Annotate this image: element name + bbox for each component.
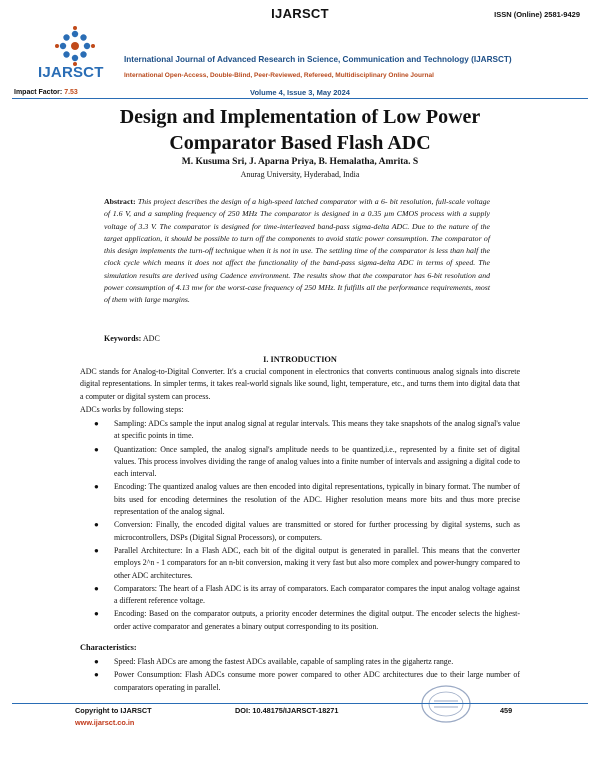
bullet-icon: ● xyxy=(94,609,99,619)
list-item-text: Encoding: The quantized analog values are then encoded into digital representations, typically in binary format. The number of bits used for encoding determines the resolution of the ADC. Higher resolution means more bits and thus more precise representation of the analog signal. xyxy=(114,482,520,517)
impact-value: 7.53 xyxy=(64,89,78,96)
list-item-text: Sampling: ADCs sample the input analog signal at regular intervals. This means they take snapshots of the analog signal's value at specific points in time. xyxy=(114,419,520,441)
list-item-text: Quantization: Once sampled, the analog signal's amplitude needs to be quantized,i.e., represented by a finite set of digital values. This process involves dividing the range of analog values into a finite number of intervals and assigning a digital code to each interval. xyxy=(114,444,520,479)
list-item xyxy=(80,481,520,518)
keywords xyxy=(104,334,160,343)
list-item-text: Speed: Flash ADCs are among the fastest ADCs available, capable of sampling rates in the gigahertz range. xyxy=(114,657,454,666)
steps-list xyxy=(80,418,520,634)
copyright: Copyright to IJARSCT xyxy=(75,706,152,715)
abstract-text: This project describes the design of a high-speed latched comparator with a 6- bit resolution, full-scale voltage of 1.6 V, and a sampling frequency of 250 MHz The comparator is designed in a 0.35 µm CMOS process with a supply voltage of 3.3 V. The comparator is designed for time-interleaved band-pass sigma-delta ADC. Due to the nature of the target application, it should be possible to turn off the components to avoid static power consumption. The comparator of this design implements the turn-off technique when it is not in use. The settling time of the comparator is less than half the clock cycle which means it does not affect the functionality of the band-pass sigma-delta ADC in terms of speed. The simulation results are derived using Cadence environment. The results show that the comparator has 6-bit resolution and power consumption of 4.13 mw for the worst-case frequency of 250 MHz. It fulfills all the performance requirements, most of them with large margins. xyxy=(104,197,490,305)
list-item xyxy=(80,444,520,481)
list-item xyxy=(80,583,520,608)
footer-divider xyxy=(12,703,588,704)
title-line-1: Design and Implementation of Low Power xyxy=(119,106,481,128)
title-line-2: Comparator Based Flash ADC xyxy=(169,132,431,154)
bullet-icon: ● xyxy=(94,670,99,680)
journal-subtitle: International Open-Access, Double-Blind, Peer-Reviewed, Refereed, Multidisciplinary Online Journal xyxy=(124,72,434,79)
list-item-text: Encoding: Based on the comparator outputs, a priority encoder determines the digital output. The encoder selects the highest-order active comparator and generates a binary output corresponding to its position. xyxy=(114,609,520,631)
list-item-text: Conversion: Finally, the encoded digital values are transmitted or stored for further processing by digital systems, such as microcontrollers, DSPs (Digital Signal Processors), or computers. xyxy=(114,520,520,542)
section-heading-introduction: I. INTRODUCTION xyxy=(263,355,337,364)
keywords-label: Keywords: xyxy=(104,334,142,343)
bullet-icon: ● xyxy=(94,657,99,666)
authors: M. Kusuma Sri, J. Aparna Priya, B. Hemalatha, Amrita. S xyxy=(181,157,419,167)
list-item-text: Parallel Architecture: In a Flash ADC, each bit of the digital output is generated in parallel. This means that the converter employs 2^n - 1 comparators for an n-bit conversion, making it very fast but also more complex and power-hungry compared to other ADC architectures. xyxy=(114,545,520,580)
doi[interactable]: DOI: 10.48175/IJARSCT-18271 xyxy=(235,706,339,715)
list-item xyxy=(80,608,520,633)
abstract-label: Abstract: xyxy=(104,197,136,206)
list-item-text: Power Consumption: Flash ADCs consume more power compared to other ADC architectures due to their large number of comparators operating in parallel. xyxy=(114,670,520,692)
characteristics-heading: Characteristics: xyxy=(80,643,137,652)
page-number: 459 xyxy=(500,706,513,715)
bullet-icon: ● xyxy=(94,444,99,454)
journal-logo-icon xyxy=(40,24,110,94)
bullet-icon: ● xyxy=(94,419,99,428)
paper-title xyxy=(60,104,540,156)
volume-issue: Volume 4, Issue 3, May 2024 xyxy=(250,88,350,97)
affiliation: Anurag University, Hyderabad, India xyxy=(240,170,360,179)
header-divider xyxy=(12,98,588,99)
logo-text: IJARSCT xyxy=(38,64,104,81)
list-item-text: Comparators: The heart of a Flash ADC is its array of comparators. Each comparator compares the input analog voltage against a different reference voltage. xyxy=(114,583,520,606)
impact-label: Impact Factor: xyxy=(14,89,63,96)
abstract xyxy=(104,196,490,307)
journal-full-name: International Journal of Advanced Research in Science, Communication and Technology (IJARSCT) xyxy=(124,55,512,64)
steps-lead: ADCs works by following steps: xyxy=(80,405,184,414)
intro-paragraph: ADC stands for Analog-to-Digital Converter. It's a crucial component in electronics that converts continuous analog signals into discrete digital representations. In simpler terms, it takes real-world signals like sound, light, temperature, etc., and turns them into digital data that a computer or digital system can process. xyxy=(80,367,520,401)
bullet-icon: ● xyxy=(94,545,99,555)
bullet-icon: ● xyxy=(94,583,99,593)
list-item xyxy=(80,545,520,582)
bullet-icon: ● xyxy=(94,482,99,492)
issn: ISSN (Online) 2581-9429 xyxy=(494,10,580,19)
list-item xyxy=(80,656,520,668)
list-item xyxy=(80,519,520,544)
keywords-text: ADC xyxy=(142,334,160,343)
issn-stamp-icon xyxy=(420,684,472,724)
list-item xyxy=(80,418,520,443)
website-link[interactable]: www.ijarsct.co.in xyxy=(75,718,135,727)
journal-short-name: IJARSCT xyxy=(271,6,329,21)
bullet-icon: ● xyxy=(94,520,99,530)
